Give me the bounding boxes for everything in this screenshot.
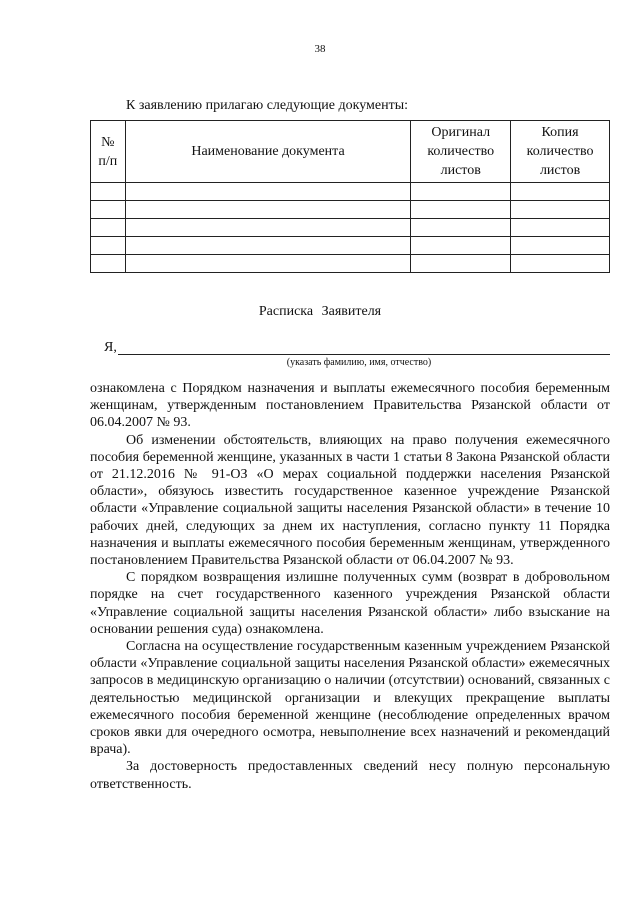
table-cell[interactable]	[411, 201, 511, 219]
table-row	[91, 255, 610, 273]
table-cell[interactable]	[91, 183, 126, 201]
table-row	[91, 201, 610, 219]
header-original: Оригинал количество листов	[411, 121, 511, 183]
full-name-field[interactable]	[118, 354, 610, 355]
documents-table	[90, 120, 610, 273]
table-row	[91, 183, 610, 201]
page-number: 38	[314, 43, 326, 55]
table-cell[interactable]	[411, 183, 511, 201]
table-cell[interactable]	[411, 237, 511, 255]
table-cell[interactable]	[125, 219, 411, 237]
header-number: № п/п	[91, 121, 126, 183]
table-cell[interactable]	[125, 201, 411, 219]
header-copy: Копия количество листов	[511, 121, 610, 183]
full-name-hint: (указать фамилию, имя, отчество)	[286, 357, 432, 368]
table-cell[interactable]	[125, 255, 411, 273]
table-cell[interactable]	[511, 183, 610, 201]
table-cell[interactable]	[511, 201, 610, 219]
table-cell[interactable]	[91, 237, 126, 255]
table-cell[interactable]	[91, 201, 126, 219]
table-cell[interactable]	[511, 255, 610, 273]
paragraph: ознакомлена с Порядком назначения и выплаты ежемесячного пособия беременным женщинам, утвержденным постановлением Правительства Рязанской области от 06.04.2007 № 93.	[90, 381, 610, 431]
ya-label: Я,	[104, 340, 117, 355]
table-row	[91, 219, 610, 237]
paragraph: За достоверность предоставленных сведений несу полную персональную ответственность.	[90, 759, 610, 792]
table-cell[interactable]	[511, 219, 610, 237]
table-header-row	[91, 121, 610, 183]
table-cell[interactable]	[411, 255, 511, 273]
table-row	[91, 237, 610, 255]
table-cell[interactable]	[125, 237, 411, 255]
attachments-intro: К заявлению прилагаю следующие документы:	[126, 98, 409, 113]
receipt-title: Расписка Заявителя	[258, 304, 382, 319]
paragraph: С порядком возвращения излишне полученных сумм (возврат в добровольном порядке на счет государственного казенного учреждения Рязанской области «Управление социальной защиты населения Рязанской области» либо взыскание на основании решения суда) ознакомлена.	[90, 570, 610, 637]
paragraph: Об изменении обстоятельств, влияющих на право получения ежемесячного пособия беременной женщине, указанных в части 1 статьи 8 Закона Рязанской области от 21.12.2016 № 91-ОЗ «О мерах социальной поддержки населения Рязанской области», обязуюсь известить государственное казенное учреждение Рязанской области «Управление социальной защиты населения Рязанской области» в течение 10 рабочих дней, следующих за днем их наступления, согласно пункту 11 Порядка назначения и выплаты ежемесячного пособия беременным женщинам, утвержденного постановлением Правительства Рязанской области от 06.04.2007 № 93.	[90, 432, 610, 569]
table-cell[interactable]	[91, 255, 126, 273]
table-cell[interactable]	[91, 219, 126, 237]
header-document-name: Наименование документа	[125, 121, 411, 183]
table-cell[interactable]	[411, 219, 511, 237]
receipt-body	[90, 380, 610, 793]
table-cell[interactable]	[125, 183, 411, 201]
paragraph: Согласна на осуществление государственным казенным учреждением Рязанской области «Управление социальной защиты населения Рязанской области» ежемесячных запросов в медицинскую организацию о наличии (отсутствии) оснований, связанных с деятельностью медицинской организации и влекущих прекращение выплаты ежемесячного пособия беременной женщине (несоблюдение определенных врачом сроков явки для очередного осмотра, невыполнение всех назначений и рекомендаций врача).	[90, 639, 610, 758]
table-cell[interactable]	[511, 237, 610, 255]
